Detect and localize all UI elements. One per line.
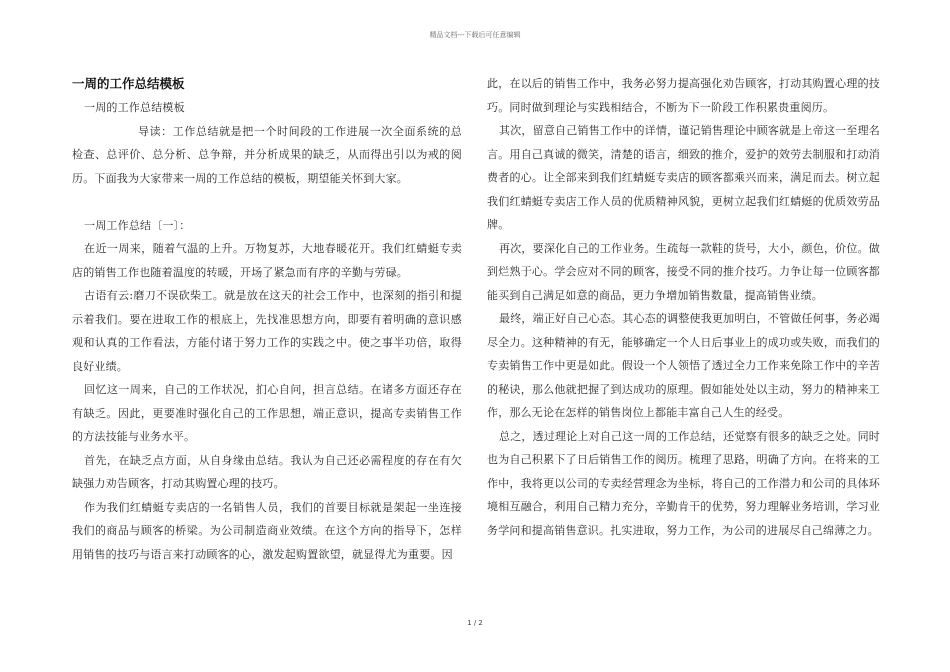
body-paragraph: 总之，透过理论上对自己这一周的工作总结，还觉察有很多的缺乏之处。同时也为自己积累下了日后销售工作的阅历。梳理了思路，明确了方向。在将来的工作中，我将更以公司的专卖经营理念为坐标，将自己的工作潜力和公司的具体环境相互融合，利用自己精力充分，辛勤肯干的优势，努力理解业务培训，学习业务学问和提高销售意识。扎实进取，努力工作，为公司的进展尽自己绵薄之力。 [487,429,880,537]
page-header-note: 精品文档---下载后可任意编辑 [429,31,521,39]
page-number: 1 / 2 [467,619,483,627]
left-column [72,72,462,566]
body-paragraph: 回忆这一周来，自己的工作状况，扪心自问，担言总结。在诸多方面还存在有缺乏。因此，更要准时强化自己的工作思想，端正意识，提高专卖销售工作的方法技能与业务水平。 [72,383,462,443]
body-paragraph-continued: 此，在以后的销售工作中，我务必努力提高强化劝告顾客，打动其购置心理的技巧。同时做到理论与实践相结合，不断为下一阶段工作积累贵重阅历。 [487,77,880,114]
subtitle-paragraph: 一周的工作总结模板 [84,101,185,114]
body-paragraph: 其次，留意自己销售工作中的详情，谨记销售理论中顾客就是上帝这一至理名言。用自己真诚的微笑，清楚的语言，细致的推介，爱护的效劳去制服和打动消费者的心。让全部来到我们红蜻蜓专卖店的顾客都乘兴而来，满足而去。树立起我们红蜻蜓专卖店工作人员的优质精神风貌，更树立起我们红蜻蜓的优质效劳品牌。 [487,124,880,231]
right-column [487,72,880,542]
body-paragraph: 首先，在缺乏点方面，从自身缘由总结。我认为自己还必需程度的存在有欠缺强力劝告顾客，打动其购置心理的技巧。 [72,453,462,490]
body-paragraph: 最终，端正好自己心态。其心态的调整使我更加明白，不管做任何事，务必竭尽全力。这种精神的有无，能够确定一个人日后事业上的成功或失败，而我们的专卖销售工作中更是如此。假设一个人领悟了透过全力工作来免除工作中的辛苦的秘诀，那么他就把握了到达成功的原理。假如能处处以主动，努力的精神来工作，那么无论在怎样的销售岗位上都能丰富自己人生的经受。 [487,312,880,419]
document-title: 一周的工作总结模板 [72,76,185,91]
body-paragraph: 再次，要深化自己的工作业务。生疏每一款鞋的货号，大小，颜色，价位。做到烂熟于心。学会应对不同的顾客，接受不同的推介技巧。力争让每一位顾客都能买到自己满足如意的商品，更力争增加销售数量，提高销售业绩。 [487,241,880,302]
body-paragraph: 作为我们红蜻蜓专卖店的一名销售人员，我们的首要目标就是架起一坐连接我们的商品与顾客的桥梁。为公司制造商业效绩。在这个方向的指导下，怎样用销售的技巧与语言来打动顾客的心，激发起购置欲望，就显得尤为重要。因 [72,500,462,561]
body-paragraph: 在近一周来，随着气温的上升。万物复苏，大地春暖花开。我们红蜻蜓专卖店的销售工作也随着温度的转暖，开场了紧急而有序的辛勤与劳碌。 [72,242,462,279]
intro-paragraph: 导读：工作总结就是把一个时间段的工作进展一次全面系统的总检查、总评价、总分析、总争辩，并分析成果的缺乏，从而得出引以为戒的阅历。下面我为大家带来一周的工作总结的模板，期望能关怀到大家。 [72,124,462,185]
section-heading: 一周工作总结〔一〕： [84,218,191,232]
body-paragraph: 古语有云:磨刀不误砍柴工。就是放在这天的社会工作中，也深刻的指引和提示着我们。要在进取工作的根底上，先找准思想方向，即要有着明确的意识感观和认真的工作看法，方能付诸于努力工作的实践之中。使之事半功倍，取得良好业绩。 [72,289,462,373]
